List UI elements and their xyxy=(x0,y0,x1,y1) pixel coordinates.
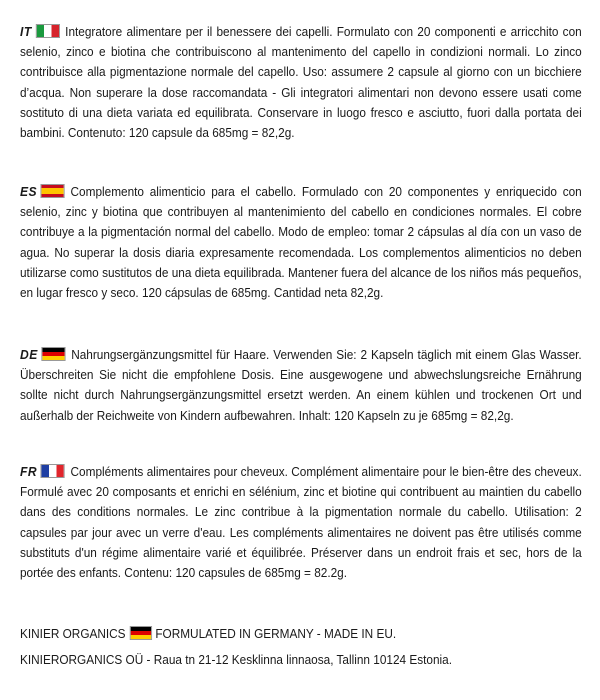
section-text-de: Nahrungsergänzungsmittel für Haare. Verwenden Sie: 2 Kapseln täglich mit einem Glas Wasser. Überschreiten Sie nicht die empfohlene Dosis. Eine ausgewogene und abwechslungsreiche Ernährung sollte nicht durch Nahrungsergänzungsmittel ersetzt werden. An einem kühlen und trockenen Ort und außerhalb der Reichweite von Kindern aufbewahren. Inhalt: 120 Kapseln zu je 685mg = 82,2g. xyxy=(20,348,582,423)
company-address: KINIERORGANICS OÜ - Raua tn 21-12 Kesklinna linnaosa, Tallinn 10124 Estonia. xyxy=(20,653,452,667)
section-french xyxy=(20,462,582,583)
section-text-fr: Compléments alimentaires pour cheveux. Complément alimentaire pour le bien-être des cheveux. Formulé avec 20 composants et enrichi en sélénium, zinc et biotine qui contribuent au maintien du cabello dans des conditions normales. Le zinc contribue à la pigmentation normale du cabello. Utilisation: 2 capsules par jour avec un verre d'eau. Les compléments alimentaires ne doivent pas être utilisés comme substituts d'un régime alimentaire varié et équilibrée. Préserver dans un endroit frais et sec, hors de la portée des enfants. Contenu: 120 capsules de 685mg = 82.2g. xyxy=(20,465,582,581)
footer-brand-line xyxy=(20,624,396,644)
language-code-es: ES xyxy=(20,184,38,199)
section-text-es: Complemento alimenticio para el cabello. Formulado con 20 componentes y enriquecido con selenio, zinc y biotina que contribuyen al mantenimiento del cabello en condiciones normales. El cobre contribuye a la pigmentación normal del cabello. Modo de empleo: tomar 2 cápsulas al día con un vaso de agua. No superar la dosis diaria expresamente recomendada. Los complementos alimenticios no deben utilizarse como sustitutos de una dieta equilibrada. Mantener fuera del alcance de los niños más pequeños, en lugar fresco y seco. 120 cápsulas de 685mg. Cantidad neta 82,2g. xyxy=(20,185,582,301)
language-code-fr: FR xyxy=(20,464,38,479)
language-code-de: DE xyxy=(20,347,38,362)
brand-name: KINIER ORGANICS xyxy=(20,627,126,641)
spain-flag-icon xyxy=(41,184,65,198)
section-german xyxy=(20,345,582,426)
germany-flag-icon xyxy=(41,347,65,361)
footer-address xyxy=(20,650,452,670)
section-text-it: Integratore alimentare per il benessere dei capelli. Formulato con 20 componenti e arricchito con selenio, zinco e biotina che contribuiscono al mantenimento del capello in condizioni normali. Lo zinco contribuisce alla pigmentazione normale del capello. Uso: assumere 2 capsule al giorno con un bicchiere d’acqua. Non superare la dose raccomandata - Gli integratori alimentari non devono essere usati come sostituto di una dieta variata ed equilibrata. Conservare in luogo fresco e asciutto, fuori dalla portata dei bambini. Contenuto: 120 capsule da 685mg = 82,2g. xyxy=(20,25,582,141)
section-spanish xyxy=(20,182,582,303)
italy-flag-icon xyxy=(35,24,59,38)
language-code-it: IT xyxy=(20,24,32,39)
section-italian xyxy=(20,22,582,143)
germany-flag-icon xyxy=(129,626,151,640)
brand-tagline: FORMULATED IN GERMANY - MADE IN EU. xyxy=(155,627,397,641)
france-flag-icon xyxy=(41,464,65,478)
